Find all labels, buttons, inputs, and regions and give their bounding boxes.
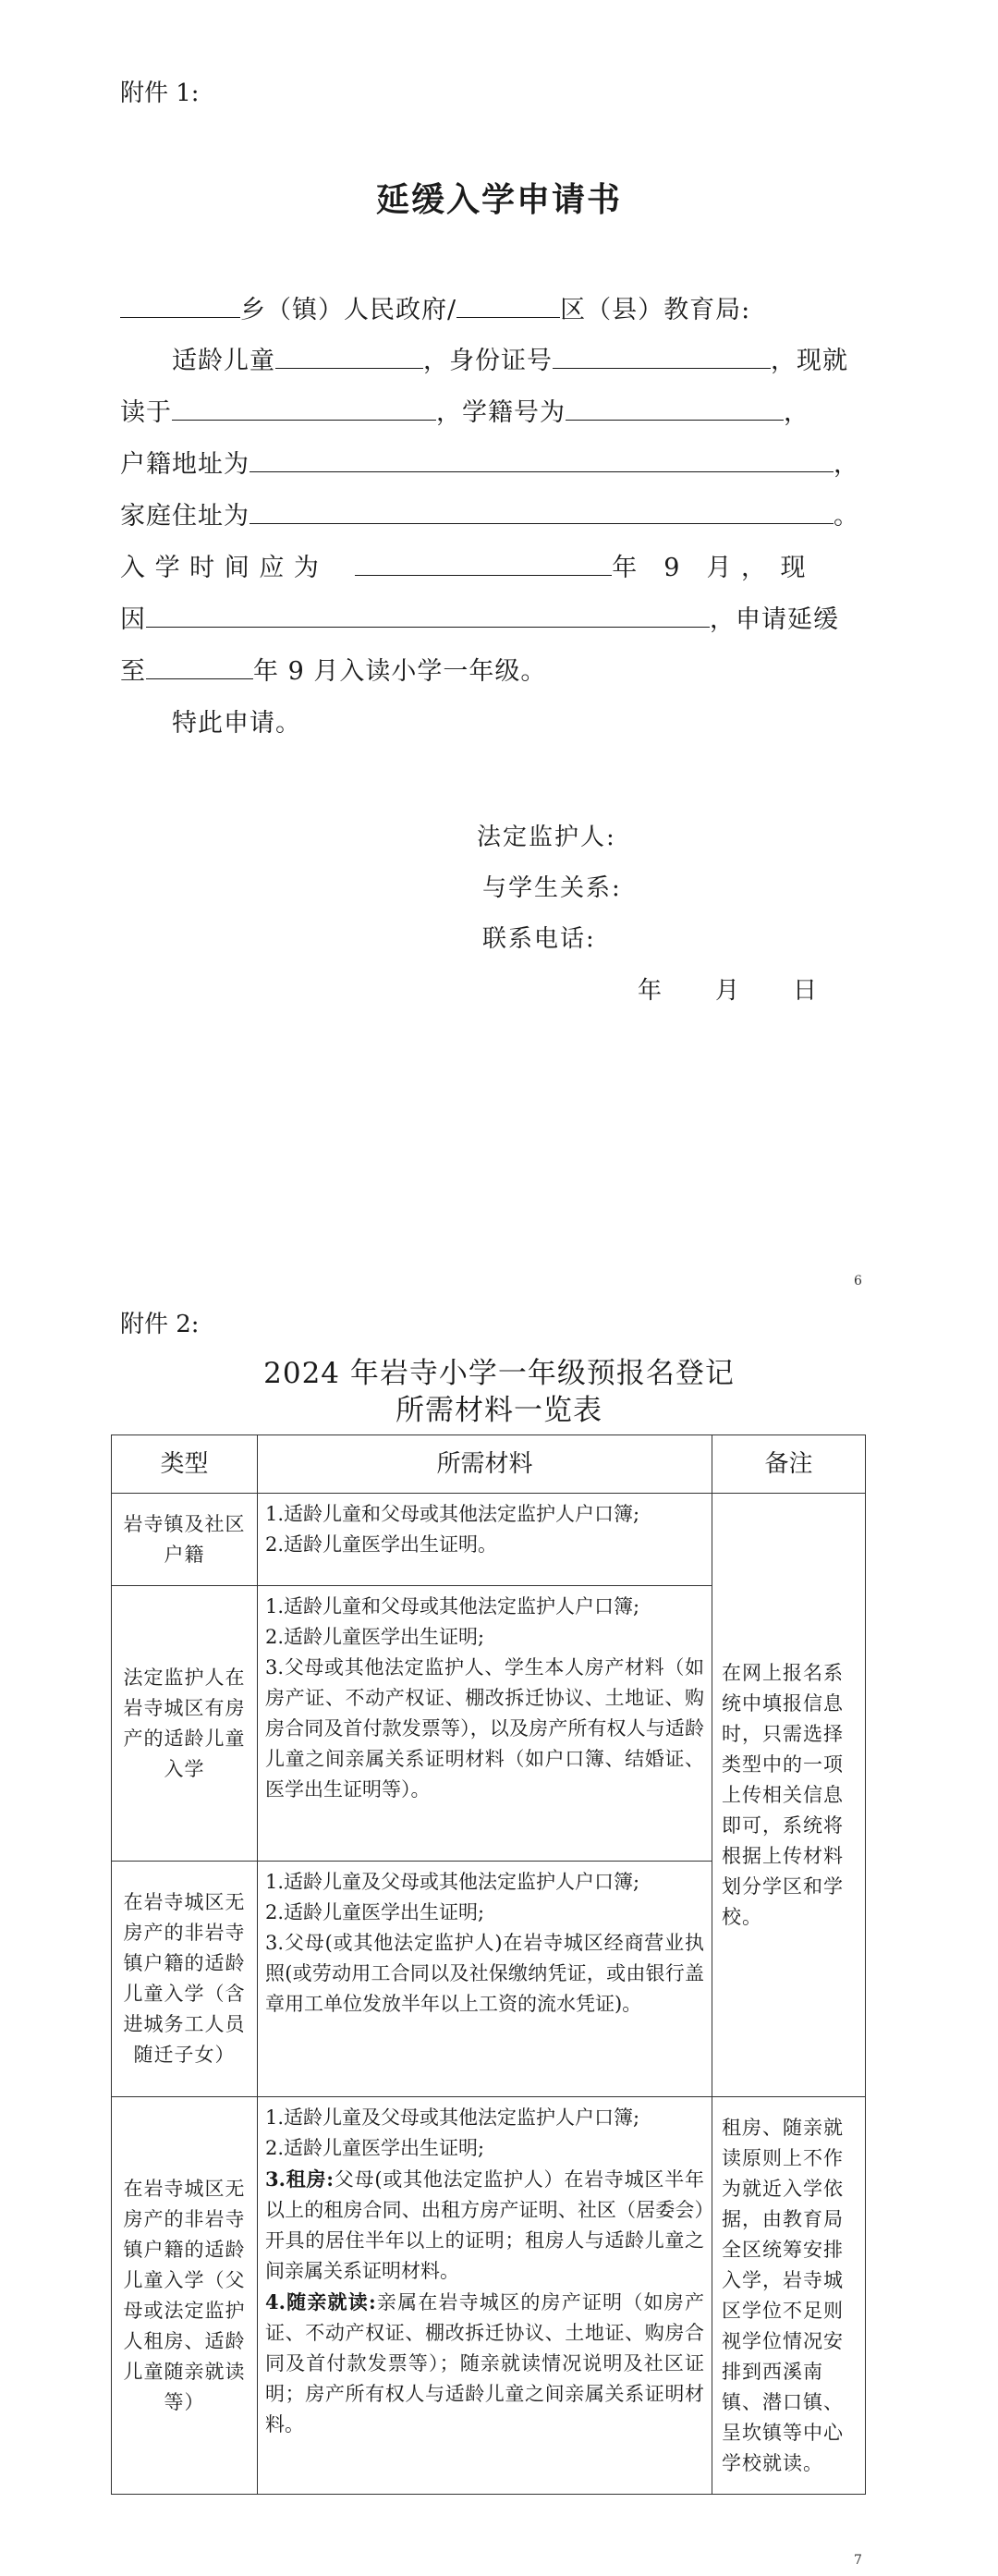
rent-label: 3.租房: bbox=[265, 2167, 335, 2191]
page-number-6: 6 bbox=[854, 1274, 862, 1288]
line-4: 户籍地址为 ， bbox=[120, 444, 859, 480]
row-4-type: 在岩寺城区无房产的非岩寺镇户籍的适龄儿童入学（父母或法定监护人租房、适龄儿童随亲就读等） bbox=[112, 2097, 258, 2495]
blank-district[interactable] bbox=[456, 293, 560, 318]
blank-child-name[interactable] bbox=[275, 344, 423, 369]
line-7: 因 ，申请延缓 bbox=[120, 599, 839, 635]
attachment-label-2: 附件 2: bbox=[120, 1311, 200, 1338]
signature-date: 年 月 日 bbox=[638, 977, 820, 1005]
application-title: 延缓入学申请书 bbox=[375, 180, 622, 219]
row-2-materials: 1.适龄儿童和父母或其他法定监护人户口簿; 2.适龄儿童医学出生证明; 3.父母或其他法定监护人、学生本人房产材料（如房产证、不动产权证、棚改拆迁协议、土地证、购房合同及首付款发票等），以及房产所有权人与适龄儿童之间亲属关系证明材料（如户口簿、结婚证、医学出生证明等）。 bbox=[258, 1586, 712, 1862]
relative-label: 4.随亲就读: bbox=[265, 2290, 376, 2314]
line-8: 至 年 9 月入读小学一年级。 bbox=[120, 651, 546, 687]
row-4-materials: 1.适龄儿童及父母或其他法定监护人户口簿; 2.适龄儿童医学出生证明; 3.租房:父母(或其他法定监护人）在岩寺城区半年以上的租房合同、出租方房产证明、社区（居委会）开具的居住半年以上的证明；租房人与适龄儿童之间亲属关系证明材料。 4.随亲就读:亲属在岩寺城区的房产证明（如房产证、不动产权证、棚改拆迁协议、土地证、购房合同及首付款发票等）；随亲就读情况说明及社区证明；房产所有权人与适龄儿童之间亲属关系证明材料。 bbox=[258, 2097, 712, 2495]
note-rental: 租房、随亲就读原则上不作为就近入学依据，由教育局全区统筹安排入学，岩寺城区学位不足则视学位情况安排到西溪南镇、潜口镇、呈坎镇等中心学校就读。 bbox=[712, 2097, 866, 2495]
blank-defer-year[interactable] bbox=[146, 654, 253, 679]
signature-guardian: 法定监护人: bbox=[477, 824, 616, 851]
blank-school[interactable] bbox=[172, 396, 436, 421]
table-row bbox=[112, 1494, 866, 1586]
signature-phone: 联系电话: bbox=[482, 925, 596, 953]
materials-table bbox=[111, 1435, 866, 2495]
line-2: 适龄儿童 ，身份证号 ，现就 bbox=[172, 340, 848, 376]
row-3-type: 在岩寺城区无房产的非岩寺镇户籍的适龄儿童入学（含进城务工人员随迁子女） bbox=[112, 1862, 258, 2097]
table-row bbox=[112, 2097, 866, 2495]
line-3: 读于 ，学籍号为 ， bbox=[120, 392, 809, 428]
blank-township[interactable] bbox=[120, 293, 240, 318]
table-header-row bbox=[112, 1435, 866, 1494]
row-1-type: 岩寺镇及社区户籍 bbox=[112, 1494, 258, 1586]
page-2 bbox=[0, 1294, 998, 2576]
blank-student-number[interactable] bbox=[566, 396, 784, 421]
blank-household-address[interactable] bbox=[250, 447, 834, 472]
page-number-7: 7 bbox=[854, 2553, 862, 2568]
line-5: 家庭住址为 。 bbox=[120, 495, 859, 531]
header-materials: 所需材料 bbox=[258, 1435, 712, 1494]
row-1-materials: 1.适龄儿童和父母或其他法定监护人户口簿; 2.适龄儿童医学出生证明。 bbox=[258, 1494, 712, 1586]
note-online-registration: 在网上报名系统中填报信息时，只需选择类型中的一项上传相关信息即可，系统将根据上传材料划分学区和学校。 bbox=[712, 1494, 866, 2097]
line-1: 乡（镇）人民政府/ 区（县）教育局: bbox=[120, 289, 750, 325]
line-6: 入 学 时 间 应 为 年 9 月 ， 现 bbox=[120, 547, 807, 583]
header-notes: 备注 bbox=[712, 1435, 866, 1494]
blank-id-number[interactable] bbox=[553, 344, 771, 369]
table-title-line-2: 所需材料一览表 bbox=[396, 1394, 602, 1427]
table-title-line-1: 2024 年岩寺小学一年级预报名登记 bbox=[263, 1357, 735, 1390]
row-3-materials: 1.适龄儿童及父母或其他法定监护人户口簿; 2.适龄儿童医学出生证明; 3.父母(或其他法定监护人)在岩寺城区经商营业执照(或劳动用工合同以及社保缴纳凭证，或由银行盖章用工单位发放半年以上工资的流水凭证)。 bbox=[258, 1862, 712, 2097]
blank-home-address[interactable] bbox=[250, 499, 834, 524]
row-2-type: 法定监护人在岩寺城区有房产的适龄儿童入学 bbox=[112, 1586, 258, 1862]
blank-enroll-year[interactable] bbox=[355, 551, 612, 576]
signature-relation: 与学生关系: bbox=[482, 874, 622, 902]
header-type: 类型 bbox=[112, 1435, 258, 1494]
attachment-label-1: 附件 1: bbox=[120, 79, 200, 107]
blank-reason[interactable] bbox=[146, 603, 710, 628]
line-9: 特此申请。 bbox=[172, 709, 301, 738]
